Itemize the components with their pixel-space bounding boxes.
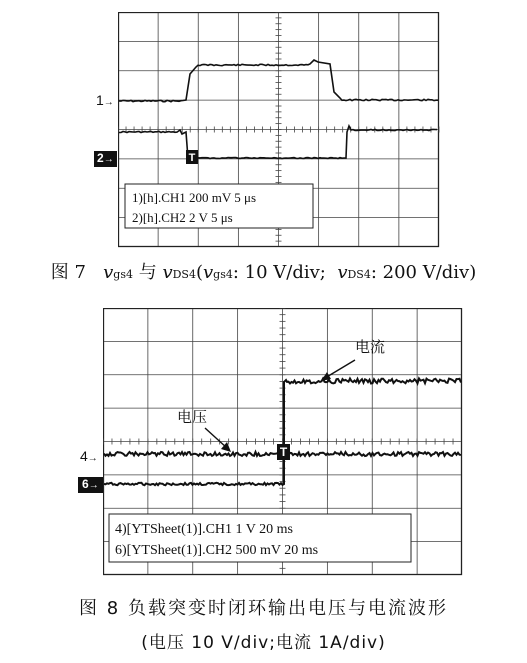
figure7-settings-box bbox=[125, 184, 313, 228]
svg-text:T: T bbox=[188, 152, 196, 164]
figure8-setting-ch2: 6)[YTSheet(1)].CH2 500 mV 20 ms bbox=[115, 543, 319, 558]
figure8-caption-line2: (电压 10 V/div;电流 1A/div) bbox=[141, 633, 386, 653]
figure8-caption-line1: 图 8 负载突变时闭环输出电压与电流波形 bbox=[79, 598, 448, 619]
svg-text:电压: 电压 bbox=[177, 408, 208, 426]
figure8-settings-box bbox=[109, 514, 411, 562]
figure7-plot bbox=[118, 12, 440, 248]
figure7-trigger-marker bbox=[186, 150, 198, 164]
figure8-plot bbox=[103, 308, 463, 576]
figure7-ch1-marker: 1→ bbox=[96, 92, 114, 108]
figure8-oscilloscope bbox=[103, 308, 463, 576]
figure8-trigger-marker bbox=[277, 444, 290, 460]
figure8-setting-ch1: 4)[YTSheet(1)].CH1 1 V 20 ms bbox=[115, 522, 293, 537]
figure7-setting-ch1: 1)[h].CH1 200 mV 5 μs bbox=[132, 190, 257, 205]
svg-text:T: T bbox=[279, 445, 288, 459]
figure7-caption: 图 7 vgs4 与 vDS4(vgs4: 10 V/div; vDS4: 200 V/div) bbox=[50, 262, 477, 283]
figure8-ch6-marker: 6→ bbox=[78, 477, 103, 493]
svg-text:电流: 电流 bbox=[355, 338, 386, 356]
figure7-oscilloscope bbox=[118, 12, 440, 248]
figure8-ch4-marker: 4→ bbox=[80, 448, 98, 464]
figure7-ch2-marker: 2→ bbox=[94, 151, 117, 167]
figure7-setting-ch2: 2)[h].CH2 2 V 5 μs bbox=[132, 210, 233, 225]
